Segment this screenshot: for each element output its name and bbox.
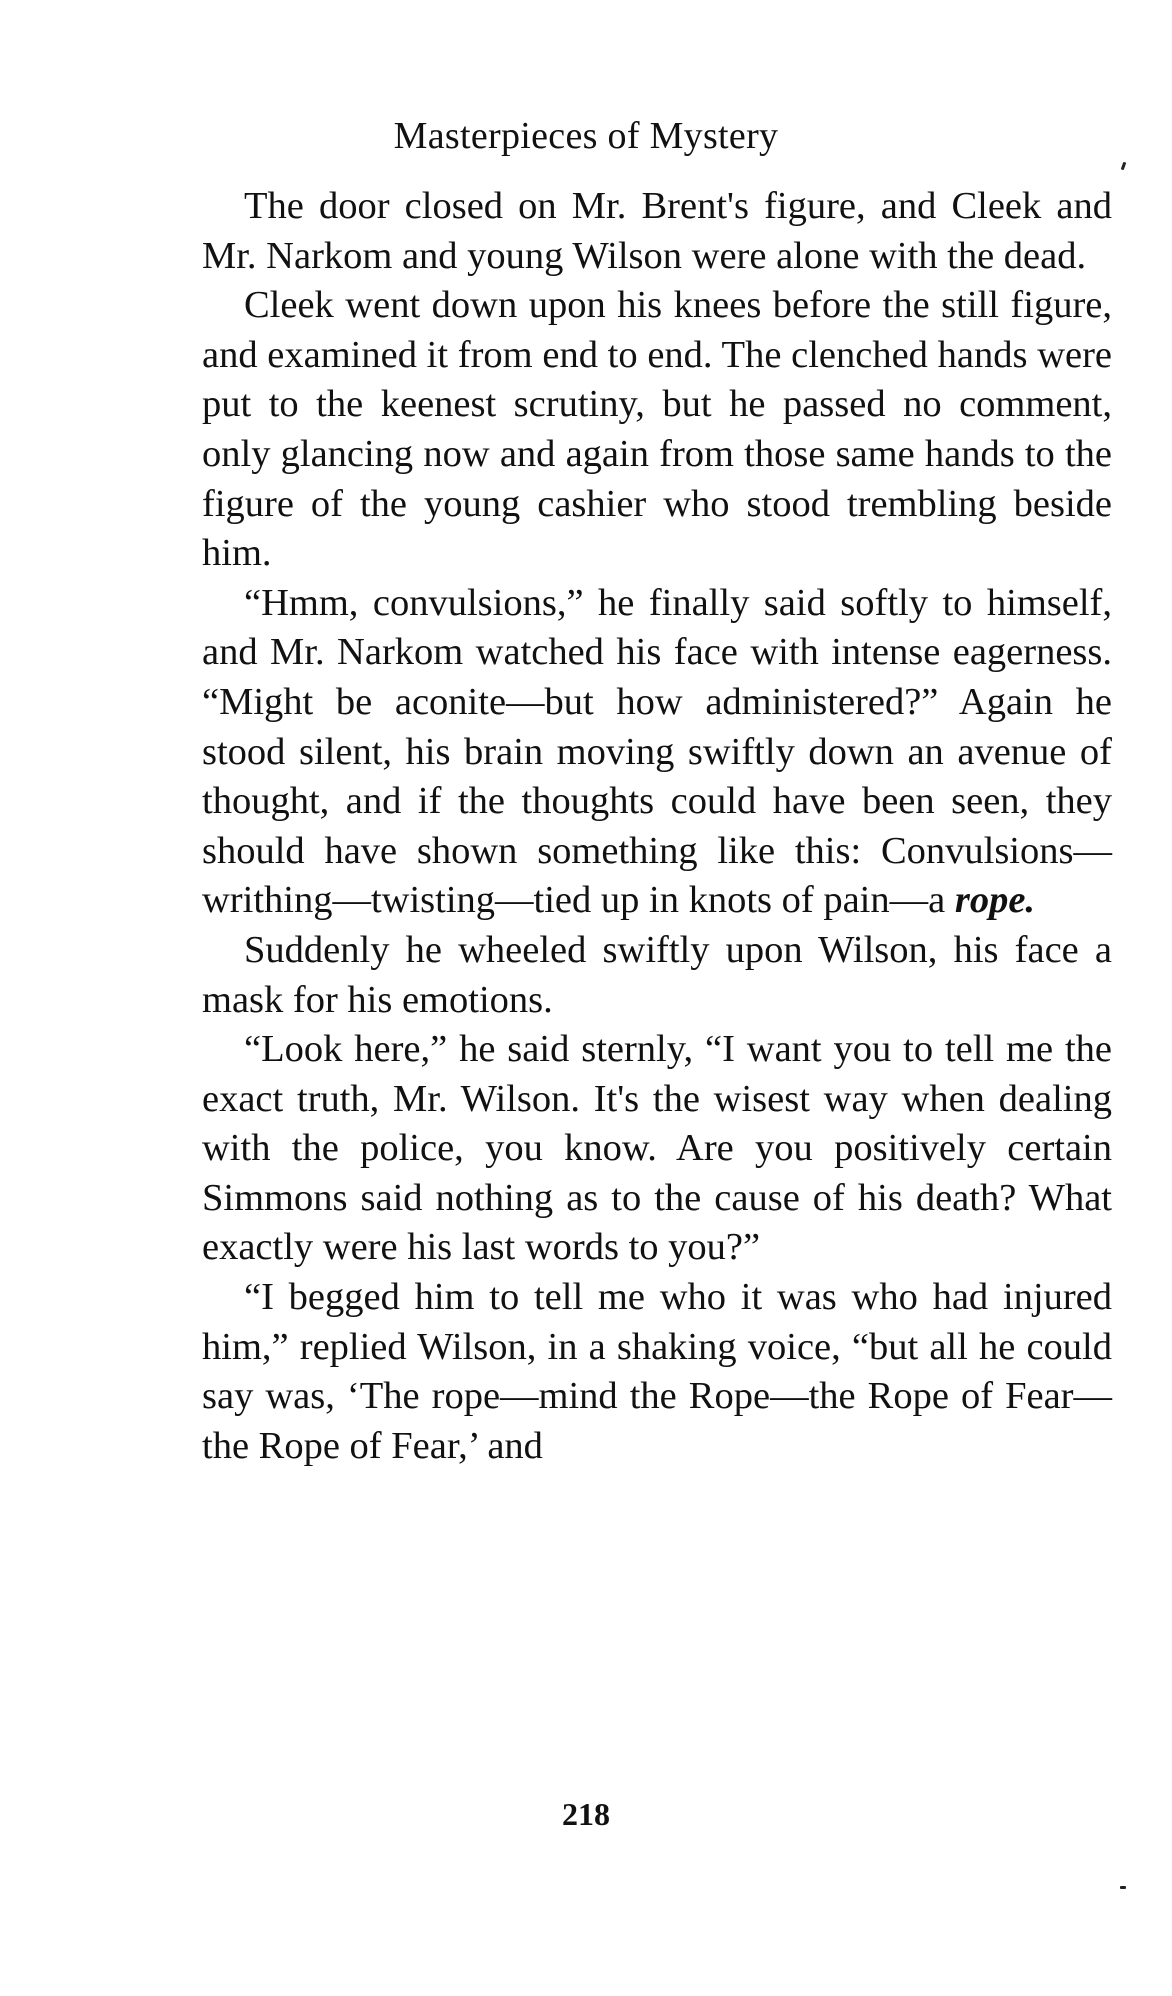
running-head: Masterpieces of Mystery (393, 115, 779, 157)
paragraph-3 (202, 579, 1112, 926)
paragraph-6: “I begged him to tell me who it was who had injured him,” replied Wilson, in a shaking voice, “but all he could say was, ‘The rope—mind the Rope—the Rope of Fear—the Rope of Fear,’ and (202, 1276, 1112, 1467)
paragraph-5: “Look here,” he said sternly, “I want you to tell me the exact truth, Mr. Wilson. It's the wisest way when dealing with the police, you know. Are you positively certain Simmons said nothing as to the cause of his death? What exactly were his last words to you?” (202, 1028, 1112, 1269)
body-text (202, 182, 1112, 1471)
page-number: 218 (562, 1796, 610, 1832)
scan-speck (1120, 1886, 1126, 1889)
paragraph-1: The door closed on Mr. Brent's figure, and Cleek and Mr. Narkom and young Wilson were alone with the dead. (202, 185, 1112, 277)
italic-word-rope: rope. (954, 879, 1036, 922)
paragraph-2: Cleek went down upon his knees before the still figure, and examined it from end to end. The clenched hands were put to the keenest scrutiny, but he passed no comment, only glancing now and again from those same hands to the figure of the young cashier who stood trembling beside him. (202, 284, 1112, 575)
paragraph-4: Suddenly he wheeled swiftly upon Wilson, his face a mask for his emotions. (202, 928, 1112, 1021)
paragraph-3-text: “Hmm, convulsions,” he finally said softly to himself, and Mr. Narkom watched his face with intense eagerness. “Might be aconite—but how administered?” Again he stood silent, his brain moving swiftly down an avenue of thought, and if the thoughts could have been seen, they should have shown something like this: Convulsions—writhing—twisting—tied up in knots of pain—a (202, 581, 1112, 922)
scan-speck (1121, 162, 1127, 171)
